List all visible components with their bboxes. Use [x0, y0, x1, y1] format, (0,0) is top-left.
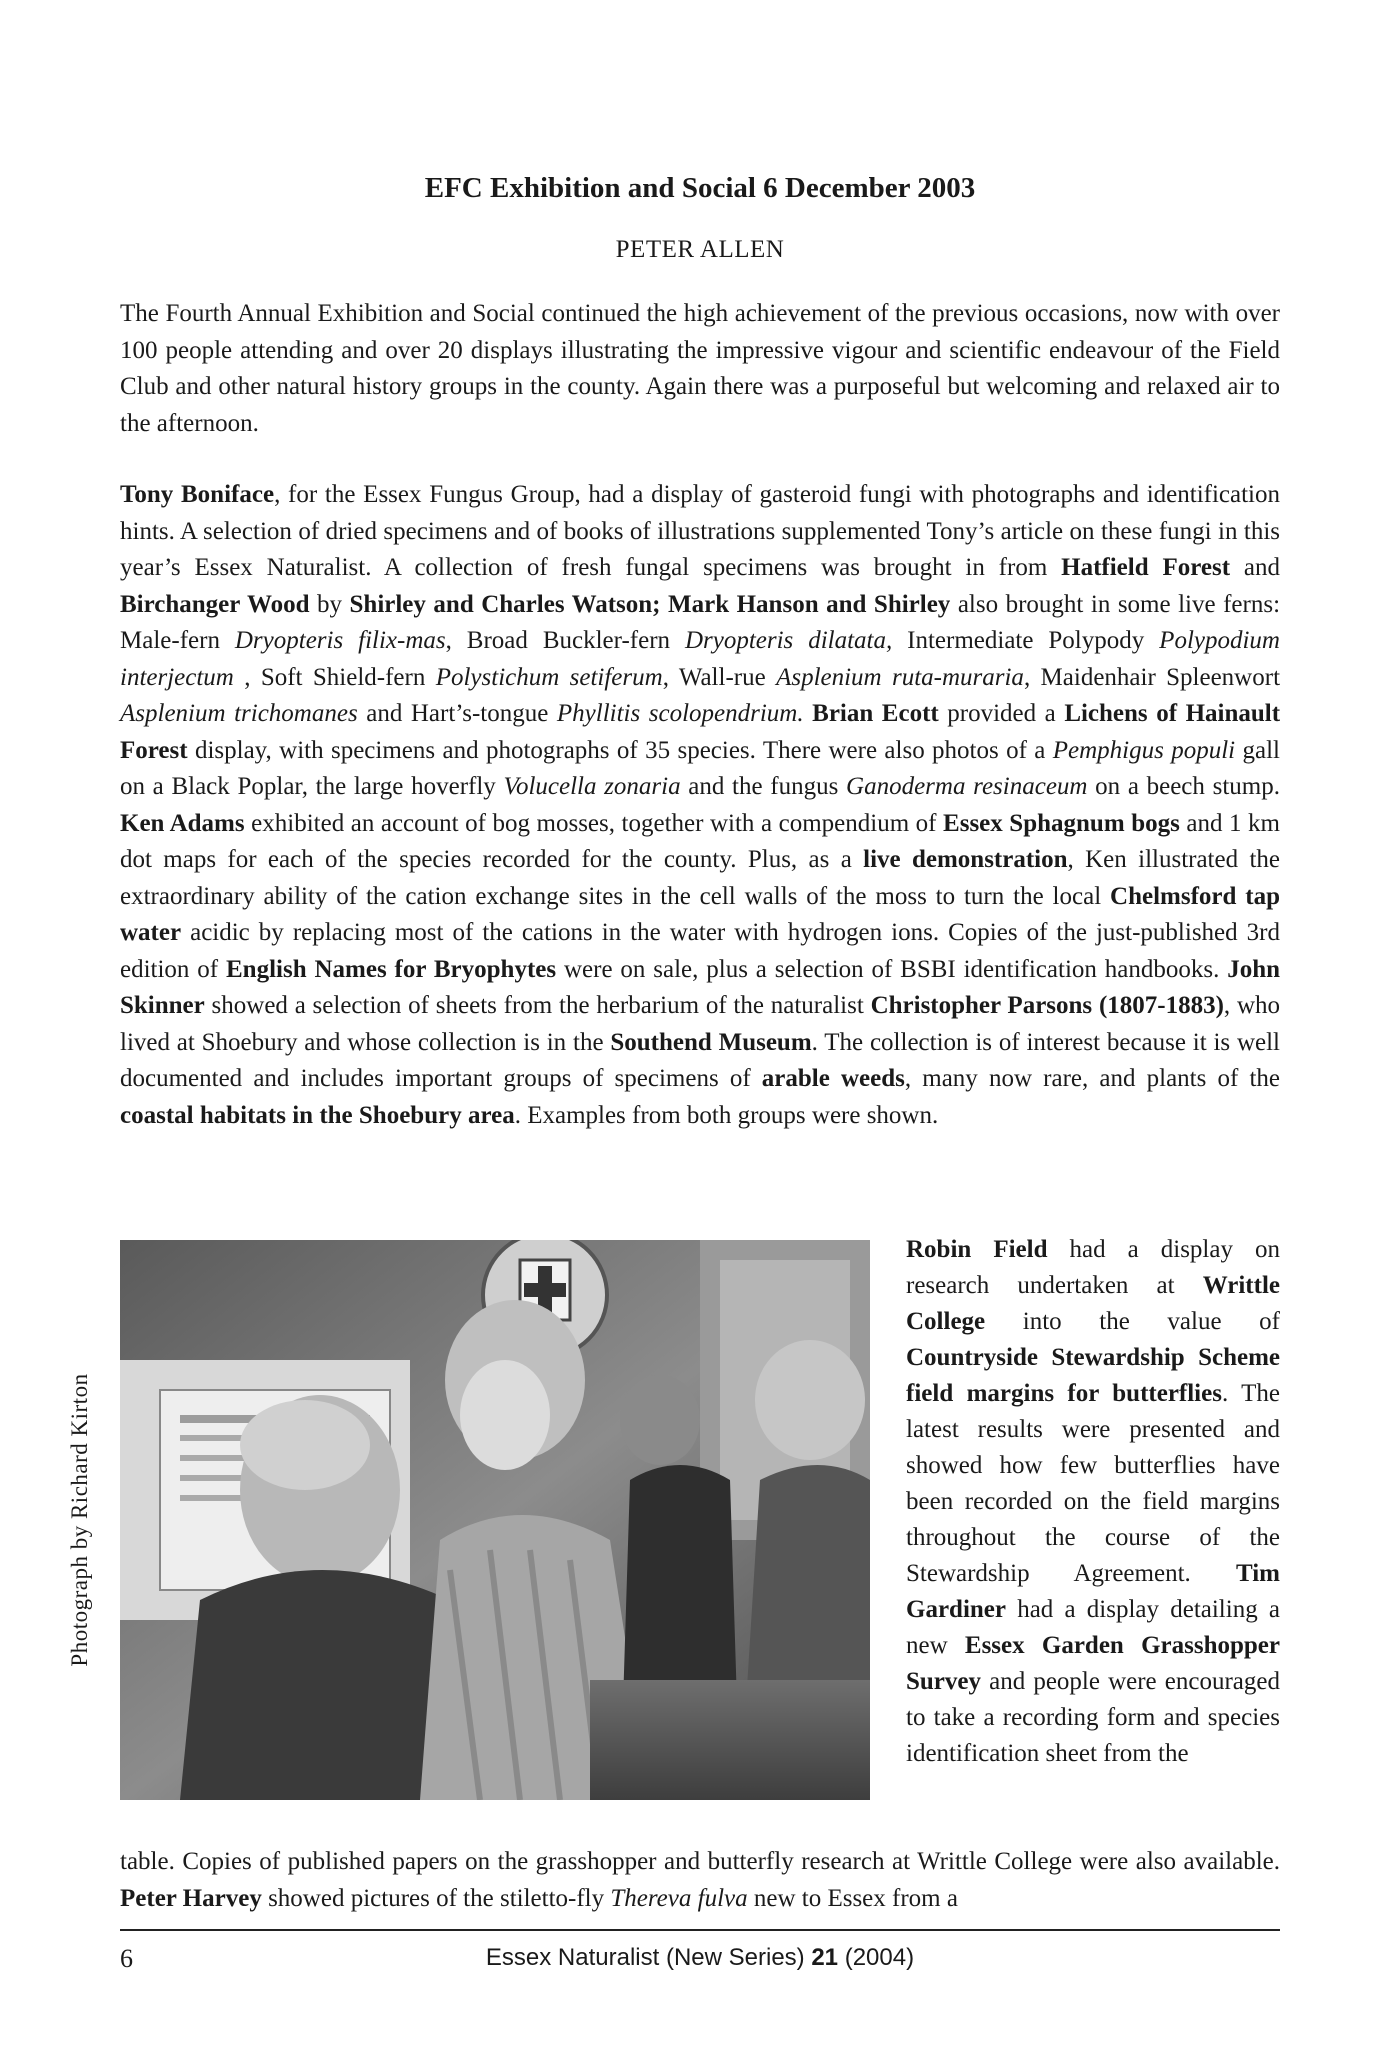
bold-run: coastal habitats in the Shoebury area — [120, 1101, 515, 1129]
text-run: showed a selection of sheets from the herbarium of the naturalist — [204, 992, 871, 1019]
bold-run: Robin Field — [906, 1236, 1048, 1263]
text-run: acidic by replacing most of the cations in the water with hydrogen ions. Copies of the just-published 3rd edition of — [120, 919, 1280, 983]
bold-run: Christopher Parsons (1807-1883) — [870, 992, 1224, 1019]
journal-prefix: Essex Naturalist (New Series) — [485, 1944, 812, 1971]
page-number: 6 — [120, 1944, 133, 1973]
italic-run: Phyllitis scolopendrium. — [556, 700, 804, 727]
italic-run: Asplenium trichomanes — [120, 700, 358, 727]
text-run: , Wall-rue — [662, 663, 777, 691]
journal-citation — [0, 1944, 1400, 1972]
bold-run: Tony Boniface — [120, 481, 275, 508]
bold-run: Countryside Stewardship Scheme field margins for butterflies — [906, 1344, 1280, 1407]
photo-credit-text: Photograph by Richard Kirton — [67, 1373, 92, 1667]
article-title: EFC Exhibition and Social 6 December 2003 — [424, 172, 976, 204]
text-run: gall on a Black Poplar, the large hoverfly — [120, 736, 1280, 800]
bold-run: Birchanger Wood — [120, 590, 310, 618]
text-run: exhibited an account of bog mosses, together with a compendium of — [244, 809, 944, 837]
text-run: by — [309, 590, 350, 618]
text-run: into the value of — [985, 1308, 1280, 1335]
text-run: had a display on research undertaken at — [906, 1236, 1280, 1299]
text-run: . The collection is of interest because it is well documented and includes important groups of specimens of — [120, 1028, 1280, 1092]
bold-run: Ken Adams — [120, 809, 245, 837]
bold-run: arable weeds — [761, 1065, 905, 1092]
text-run: . Examples from both groups were shown. — [514, 1101, 939, 1129]
bold-run: Lichens of Hainault Forest — [120, 700, 1281, 764]
italic-run: Ganoderma resinaceum — [846, 773, 1088, 800]
bold-run: English Names for Bryophytes — [226, 955, 557, 983]
text-run: and — [1230, 554, 1280, 581]
text-run: , Ken illustrated the extraordinary ability of the cation exchange sites in the cell walls of the moss to turn the local — [120, 846, 1280, 910]
text-run: Intermediate Polypody — [892, 627, 1160, 654]
side-paragraph — [906, 1232, 1280, 1772]
italic-run: Dryopteris dilatata, — [684, 627, 893, 654]
bold-run: Peter Harvey — [120, 1884, 262, 1912]
text-run: The Fourth Annual Exhibition and Social continued the high achievement of the previous occasions, now with over 100 people attending and over 20 displays illustrating the impressive vigour and scientific endeavour of the Field Club and other natural history groups in the county. Again there was a purposeful but welcoming and relaxed air to the afternoon. — [120, 300, 1280, 437]
italic-run: Polystichum setiferum — [435, 663, 663, 691]
bold-run: Hatfield Forest — [1061, 554, 1231, 581]
text-run: table. Copies of published papers on the grasshopper and butterfly research at Writtle College were also available. — [120, 1848, 1280, 1875]
italic-run: Pemphigus populi — [1052, 736, 1236, 764]
italic-run: Polypodium interjectum — [120, 627, 1280, 691]
exhibits-paragraph — [120, 477, 1280, 1134]
text-run: display, with specimens and photographs of 35 species. There were also photos of a — [187, 736, 1053, 764]
text-run: showed pictures of the stiletto-fly — [261, 1884, 611, 1912]
bold-run: John Skinner — [120, 955, 1281, 1019]
bold-run: Southend Museum — [610, 1028, 812, 1056]
continuation-paragraph — [120, 1844, 1280, 1917]
bold-run: Essex Garden Grasshopper Survey — [906, 1632, 1280, 1695]
journal-suffix: (2004) — [838, 1944, 915, 1971]
text-run: and people were encouraged to take a recording form and species identification sheet from the — [906, 1668, 1280, 1767]
journal-volume: 21 — [811, 1944, 839, 1971]
text-run: , Maidenhair Spleenwort — [1023, 663, 1281, 691]
italic-run: Dryopteris filix-mas — [234, 627, 446, 654]
text-run: and Hart’s-tongue — [357, 700, 557, 727]
text-run: on a beech stump. — [1087, 773, 1280, 800]
italic-run: Asplenium ruta-muraria — [776, 663, 1024, 691]
intro-paragraph — [120, 296, 1280, 442]
text-run: , many now rare, and plants of the — [904, 1065, 1281, 1092]
text-run: , Broad Buckler-fern — [445, 627, 685, 654]
text-run: and 1 km dot maps for each of the species recorded for the county. Plus, as a — [120, 809, 1280, 873]
text-run: had a display detailing a new — [906, 1596, 1280, 1659]
text-run: , for the Essex Fungus Group, had a display of gasteroid fungi with photographs and identification hints. A selection of dried specimens and of books of illustrations supplemented Tony’s article on these fungi in this year’s Essex Naturalist. A collection of fresh fungal specimens was brought in from — [120, 481, 1281, 581]
bold-run: Chelmsford tap water — [120, 882, 1280, 946]
bold-run: Essex Sphagnum bogs — [943, 809, 1180, 837]
bold-run: Brian Ecott — [812, 700, 939, 727]
text-run: , who lived at Shoebury and whose collection is in the — [120, 992, 1280, 1056]
bold-run: Tim Gardiner — [906, 1560, 1280, 1623]
article-author: PETER ALLEN — [615, 236, 785, 263]
text-run: , Soft Shield-fern — [233, 663, 436, 691]
exhibition-photo-image — [120, 1240, 870, 1800]
text-run: . The latest results were presented and showed how few butterflies have been recorded on the field margins throughout the course of the Stewardship Agreement. — [906, 1380, 1280, 1587]
bold-run: Writtle College — [906, 1272, 1280, 1335]
text-run: were on sale, plus a selection of BSBI identification handbooks. — [556, 955, 1228, 983]
footer-rule — [120, 1929, 1280, 1931]
exhibition-photo — [120, 1240, 870, 1800]
text-run: new to Essex from a — [747, 1884, 958, 1912]
bold-run: live demonstration — [863, 846, 1068, 873]
text-run: and the fungus — [680, 773, 847, 800]
text-run: also brought in some live ferns: Male-fern — [120, 590, 1281, 654]
bold-run: Shirley and Charles Watson; Mark Hanson and Shirley — [349, 590, 951, 618]
italic-run: Volucella zonaria — [503, 773, 681, 800]
text-run — [804, 700, 813, 727]
text-run: provided a — [938, 700, 1065, 727]
italic-run: Thereva fulva — [610, 1884, 748, 1912]
